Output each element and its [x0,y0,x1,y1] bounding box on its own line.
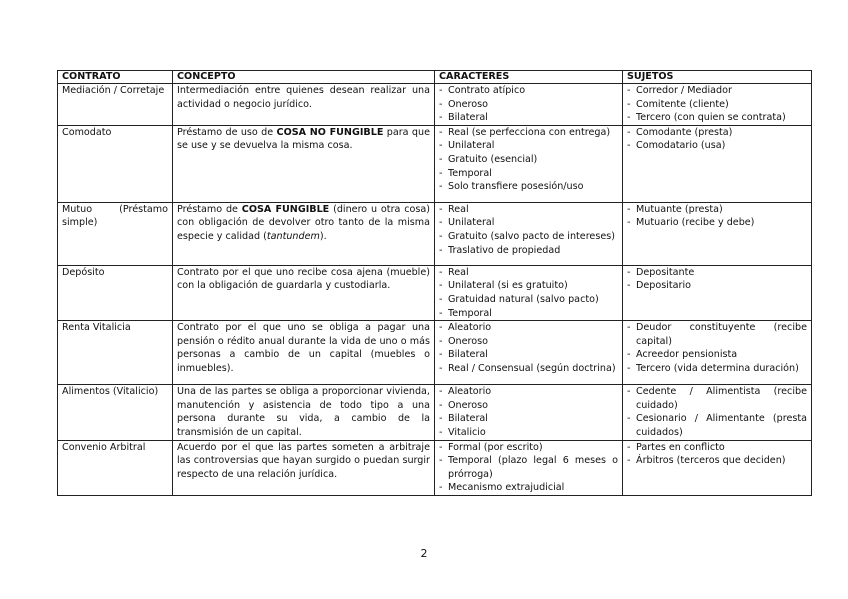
cell-concepto [173,125,435,202]
list-item: - Bilateral [439,348,618,362]
list-item: - Comodatario (usa) [627,139,807,153]
list-item: - Gratuidad natural (salvo pacto) [439,293,618,307]
table-header-row [58,71,812,84]
list-item: - Tercero (vida determina duración) [627,362,807,376]
cell-concepto: Una de las partes se obliga a proporcionar vivienda, manutención y asistencia de todo tipo a una persona durante su vida, a cambio de la transmisión de un capital. [173,385,435,440]
list-item: - Mutuario (recibe y debe) [627,216,807,230]
list-item: - Temporal [439,307,618,321]
list-item: - Oneroso [439,98,618,112]
cell-sujetos [623,321,812,385]
cell-caracteres [435,265,623,320]
cell-contrato: Renta Vitalicia [58,321,173,385]
list-item: - Unilateral [439,216,618,230]
cell-sujetos [623,125,812,202]
cell-concepto: Contrato por el que uno recibe cosa ajena (mueble) con la obligación de guardarla y custodiarla. [173,265,435,320]
concepto-text: Préstamo de uso de [177,126,277,138]
cell-contrato: Mutuo (Préstamo simple) [58,202,173,265]
table-row [58,84,812,126]
concepto-text: para que se use y se devuelva la misma cosa. [177,126,430,152]
list-item: - Bilateral [439,412,618,426]
list-item: - Real [439,203,618,217]
header-caracteres: CARACTERES [435,71,623,84]
concepto-text: (dinero u otra cosa) con obligación de devolver otro tanto de la misma especie y calidad ( [177,203,430,242]
cell-contrato: Alimentos (Vitalicio) [58,385,173,440]
cell-contrato: Depósito [58,265,173,320]
concepto-text: ). [319,230,327,242]
concepto-italic: tantundem [266,230,320,242]
list-item: - Oneroso [439,335,618,349]
list-item: - Bilateral [439,111,618,125]
list-item: - Contrato atípico [439,84,618,98]
cell-sujetos [623,202,812,265]
list-item: - Partes en conflicto [627,441,807,455]
list-item: - Comodante (presta) [627,126,807,140]
table-row [58,321,812,385]
concepto-bold: COSA NO FUNGIBLE [276,126,384,138]
list-item: - Cesionario / Alimentante (presta cuidados) [627,412,807,439]
table-row [58,202,812,265]
list-item: - Tercero (con quien se contrata) [627,111,807,125]
list-item: - Gratuito (esencial) [439,153,618,167]
cell-caracteres [435,385,623,440]
cell-sujetos [623,440,812,495]
list-item: - Depositante [627,266,807,280]
list-item: - Acreedor pensionista [627,348,807,362]
concepto-text: Préstamo de [177,203,242,215]
concepto-bold: COSA FUNGIBLE [241,203,330,215]
cell-concepto: Intermediación entre quienes desean realizar una actividad o negocio jurídico. [173,84,435,126]
table-row [58,125,812,202]
list-item: - Comitente (cliente) [627,98,807,112]
page-number: 2 [420,547,428,560]
cell-contrato: Comodato [58,125,173,202]
cell-concepto [173,202,435,265]
list-item: - Mecanismo extrajudicial [439,481,618,495]
list-item: - Unilateral (si es gratuito) [439,279,618,293]
list-item: - Aleatorio [439,385,618,399]
cell-sujetos [623,265,812,320]
table-row [58,440,812,495]
cell-sujetos [623,385,812,440]
header-contrato: CONTRATO [58,71,173,84]
list-item: - Gratuito (salvo pacto de intereses) [439,230,618,244]
cell-contrato: Mediación / Corretaje [58,84,173,126]
list-item: - Solo transfiere posesión/uso [439,180,618,194]
cell-caracteres [435,125,623,202]
header-concepto: CONCEPTO [173,71,435,84]
list-item: - Aleatorio [439,321,618,335]
cell-concepto: Contrato por el que uno se obliga a pagar una pensión o rédito anual durante la vida de uno o más personas a cambio de un capital (muebles o inmuebles). [173,321,435,385]
cell-caracteres [435,202,623,265]
list-item: - Real [439,266,618,280]
list-item: - Mutuante (presta) [627,203,807,217]
list-item: - Depositario [627,279,807,293]
list-item: - Traslativo de propiedad [439,244,618,258]
cell-caracteres [435,84,623,126]
list-item: - Temporal (plazo legal 6 meses o prórroga) [439,454,618,481]
list-item: - Vitalicio [439,426,618,440]
list-item: - Árbitros (terceros que deciden) [627,454,807,468]
cell-contrato: Convenio Arbitral [58,440,173,495]
list-item: - Formal (por escrito) [439,441,618,455]
list-item: - Temporal [439,167,618,181]
cell-caracteres [435,440,623,495]
header-sujetos: SUJETOS [623,71,812,84]
cell-caracteres [435,321,623,385]
list-item: - Corredor / Mediador [627,84,807,98]
list-item: - Deudor constituyente (recibe capital) [627,321,807,348]
contracts-table [57,70,812,496]
cell-concepto: Acuerdo por el que las partes someten a arbitraje las controversias que hayan surgido o puedan surgir respecto de una relación jurídica. [173,440,435,495]
table-row [58,385,812,440]
list-item: - Oneroso [439,399,618,413]
list-item: - Unilateral [439,139,618,153]
list-item: - Real (se perfecciona con entrega) [439,126,618,140]
list-item: - Real / Consensual (según doctrina) [439,362,618,376]
cell-sujetos [623,84,812,126]
table-row [58,265,812,320]
list-item: - Cedente / Alimentista (recibe cuidado) [627,385,807,412]
